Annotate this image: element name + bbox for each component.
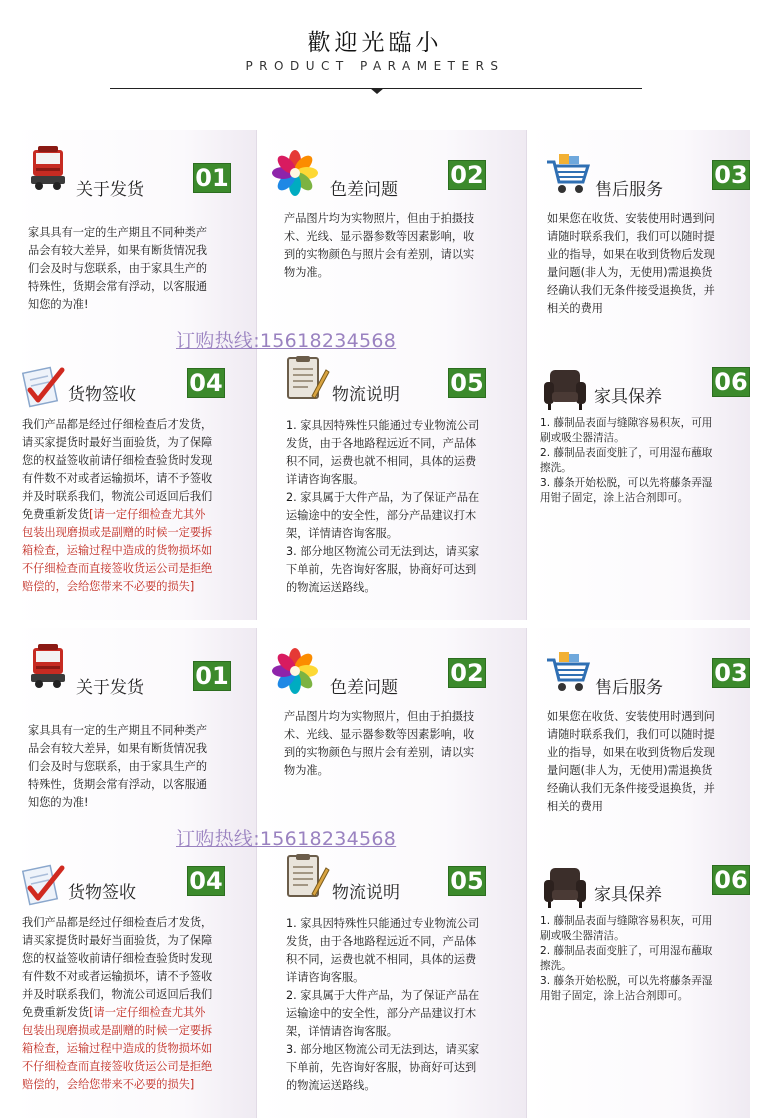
card-color bbox=[272, 648, 522, 818]
body-line: 请随时联系我们，我们可以随时提 bbox=[547, 230, 715, 243]
body-line: 们会及时与您联系，由于家具生产的 bbox=[28, 760, 208, 773]
body-line: 家具具有一定的生产期且不同种类产 bbox=[28, 724, 208, 737]
card-logistics bbox=[284, 356, 522, 616]
body-line: 家具具有一定的生产期且不同种类产 bbox=[28, 226, 208, 239]
body-line: 1. 家具因特殊性只能通过专业物流公司 bbox=[286, 419, 480, 432]
warning-text: [请一定仔细检查尤其外 bbox=[89, 508, 206, 521]
body-line: 请买家提货时最好当面验货，为了保障 bbox=[22, 436, 213, 449]
body-line: 物为准。 bbox=[284, 764, 329, 777]
body-line: 详请咨询客服。 bbox=[286, 971, 365, 984]
card-care bbox=[542, 864, 750, 1014]
body-line: 1. 藤制品表面与缝隙容易积灰，可用 bbox=[540, 915, 713, 927]
card-title: 色差问题 bbox=[330, 180, 398, 200]
body-line: 相关的费用 bbox=[547, 302, 603, 315]
card-title: 物流说明 bbox=[332, 385, 400, 405]
body-line: 发货，由于各地路程远近不同，产品体 bbox=[286, 935, 477, 948]
body-line bbox=[22, 506, 254, 524]
body-line: 2. 藤制品表面变脏了，可用湿布蘸取 bbox=[540, 945, 713, 957]
column-divider bbox=[526, 628, 527, 1118]
body-line: 刷或吸尘器清洁。 bbox=[540, 432, 625, 444]
body-line: 量问题(非人为，无使用)需退换货 bbox=[547, 764, 713, 777]
body-line: 品会有较大差异，如果有断货情况我 bbox=[28, 742, 208, 755]
body-line: 们会及时与您联系，由于家具生产的 bbox=[28, 262, 208, 275]
body-line: 刷或吸尘器清洁。 bbox=[540, 930, 625, 942]
body-line: 并及时联系我们，物流公司返回后我们 bbox=[22, 988, 213, 1001]
body-line: 术、光线、显示器参数等因素影响，收 bbox=[284, 230, 475, 243]
column-divider bbox=[256, 628, 257, 1118]
body-line: 擦洗。 bbox=[540, 960, 572, 972]
card-body bbox=[540, 914, 755, 1004]
body-line: 到的实物颜色与照片会有差别，请以实 bbox=[284, 248, 475, 261]
body-line: 如果您在收货、安装使用时遇到问 bbox=[547, 710, 715, 723]
card-shipping bbox=[26, 146, 251, 316]
body-line: 我们产品都是经过仔细检查后才发货， bbox=[22, 418, 213, 431]
warning-line: 不仔细检查而直接签收货运公司是拒绝 bbox=[22, 562, 213, 575]
body-line: 3. 部分地区物流公司无法到达，请买家 bbox=[286, 545, 480, 558]
header-arrow-icon bbox=[370, 88, 384, 94]
card-sign bbox=[20, 862, 252, 1112]
body-line: 积不同，运费也就不相同，具体的运费 bbox=[286, 455, 477, 468]
card-title: 关于发货 bbox=[76, 678, 144, 698]
body-line: 的物流运送路线。 bbox=[286, 581, 376, 594]
card-number: 01 bbox=[193, 163, 231, 193]
card-sign bbox=[20, 364, 252, 614]
body-line: 相关的费用 bbox=[547, 800, 603, 813]
body-line: 运输途中的安全性，部分产品建议打木 bbox=[286, 1007, 477, 1020]
card-title: 色差问题 bbox=[330, 678, 398, 698]
card-title: 关于发货 bbox=[76, 180, 144, 200]
warning-line: 包装出现磨损或是副赠的时候一定要拆 bbox=[22, 1024, 213, 1037]
body-line: 1. 藤制品表面与缝隙容易积灰，可用 bbox=[540, 417, 713, 429]
body-line: 请买家提货时最好当面验货，为了保障 bbox=[22, 934, 213, 947]
body-line: 量问题(非人为，无使用)需退换货 bbox=[547, 266, 713, 279]
card-body bbox=[284, 210, 524, 282]
clipboard-icon bbox=[284, 854, 330, 900]
body-line: 经确认我们无条件接受退换货，并 bbox=[547, 782, 715, 795]
parameters-block bbox=[0, 628, 750, 1118]
card-service bbox=[545, 650, 750, 820]
warning-line: 赔偿的，会给您带来不必要的损失] bbox=[22, 1078, 195, 1091]
warning-line: 箱检查，运输过程中造成的货物损坏如 bbox=[22, 544, 213, 557]
card-body bbox=[286, 417, 522, 597]
card-body bbox=[540, 416, 755, 506]
card-number: 03 bbox=[712, 658, 750, 688]
shopping-cart-icon bbox=[545, 152, 591, 198]
body-line: 3. 藤条开始松脱，可以先将藤条弄湿 bbox=[540, 477, 713, 489]
card-service bbox=[545, 152, 750, 322]
body-line: 有件数不对或者运输损坏，请不予签收 bbox=[22, 970, 213, 983]
truck-icon bbox=[26, 644, 72, 690]
warning-line: 包装出现磨损或是副赠的时候一定要拆 bbox=[22, 526, 213, 539]
body-line: 的物流运送路线。 bbox=[286, 1079, 376, 1092]
warning-line: 箱检查，运输过程中造成的货物损坏如 bbox=[22, 1042, 213, 1055]
armchair-icon bbox=[542, 366, 588, 412]
body-line: 产品图片均为实物照片，但由于拍摄技 bbox=[284, 710, 475, 723]
card-care bbox=[542, 366, 750, 516]
body-line: 您的权益签收前请仔细检查验货时发现 bbox=[22, 952, 213, 965]
body-line: 3. 部分地区物流公司无法到达，请买家 bbox=[286, 1043, 480, 1056]
card-number: 05 bbox=[448, 866, 486, 896]
body-line: 特殊性，货期会常有浮动，以客服通 bbox=[28, 280, 208, 293]
body-line: 下单前，先咨询好客服，协商好可达到 bbox=[286, 563, 477, 576]
card-title: 家具保养 bbox=[594, 885, 662, 905]
body-line: 用钳子固定，涂上沾合剂即可。 bbox=[540, 492, 689, 504]
warning-line: 不仔细检查而直接签收货运公司是拒绝 bbox=[22, 1060, 213, 1073]
body-line: 经确认我们无条件接受退换货，并 bbox=[547, 284, 715, 297]
card-shipping bbox=[26, 644, 251, 814]
body-line: 擦洗。 bbox=[540, 462, 572, 474]
color-wheel-icon bbox=[272, 648, 318, 694]
body-line: 品会有较大差异，如果有断货情况我 bbox=[28, 244, 208, 257]
body-line: 2. 藤制品表面变脏了，可用湿布蘸取 bbox=[540, 447, 713, 459]
card-title: 售后服务 bbox=[595, 180, 663, 200]
body-line: 并及时联系我们，物流公司返回后我们 bbox=[22, 490, 213, 503]
body-text: 免费重新发货 bbox=[22, 508, 90, 521]
body-line: 下单前，先咨询好客服，协商好可达到 bbox=[286, 1061, 477, 1074]
clipboard-icon bbox=[284, 356, 330, 402]
shopping-cart-icon bbox=[545, 650, 591, 696]
card-body bbox=[22, 416, 254, 596]
body-line bbox=[22, 1004, 254, 1022]
body-line: 产品图片均为实物照片，但由于拍摄技 bbox=[284, 212, 475, 225]
body-line: 1. 家具因特殊性只能通过专业物流公司 bbox=[286, 917, 480, 930]
body-line: 业的指导，如果在收到货物后发现 bbox=[547, 746, 715, 759]
card-body bbox=[28, 224, 253, 314]
body-line: 发货，由于各地路程远近不同，产品体 bbox=[286, 437, 477, 450]
body-line: 有件数不对或者运输损坏，请不予签收 bbox=[22, 472, 213, 485]
card-title: 货物签收 bbox=[68, 883, 136, 903]
body-line: 特殊性，货期会常有浮动，以客服通 bbox=[28, 778, 208, 791]
body-line: 2. 家具属于大件产品，为了保证产品在 bbox=[286, 491, 480, 504]
card-number: 02 bbox=[448, 658, 486, 688]
body-line: 知您的为准! bbox=[28, 298, 89, 311]
body-line: 架，详情请咨询客服。 bbox=[286, 527, 398, 540]
body-line: 架，详情请咨询客服。 bbox=[286, 1025, 398, 1038]
card-number: 02 bbox=[448, 160, 486, 190]
body-line: 物为准。 bbox=[284, 266, 329, 279]
body-line: 我们产品都是经过仔细检查后才发货， bbox=[22, 916, 213, 929]
card-body bbox=[286, 915, 522, 1095]
card-number: 03 bbox=[712, 160, 750, 190]
card-number: 05 bbox=[448, 368, 486, 398]
truck-icon bbox=[26, 146, 72, 192]
body-line: 知您的为准! bbox=[28, 796, 89, 809]
body-line: 积不同，运费也就不相同，具体的运费 bbox=[286, 953, 477, 966]
card-body bbox=[547, 210, 762, 318]
body-line: 术、光线、显示器参数等因素影响，收 bbox=[284, 728, 475, 741]
checkmark-icon bbox=[20, 862, 66, 908]
card-body bbox=[28, 722, 253, 812]
card-title: 物流说明 bbox=[332, 883, 400, 903]
card-title: 售后服务 bbox=[595, 678, 663, 698]
card-number: 06 bbox=[712, 367, 750, 397]
card-number: 04 bbox=[187, 368, 225, 398]
order-hotline[interactable]: 订购热线:15618234568 bbox=[176, 330, 397, 352]
card-number: 01 bbox=[193, 661, 231, 691]
card-color bbox=[272, 150, 522, 320]
body-line: 用钳子固定，涂上沾合剂即可。 bbox=[540, 990, 689, 1002]
card-logistics bbox=[284, 854, 522, 1114]
body-line: 如果您在收货、安装使用时遇到问 bbox=[547, 212, 715, 225]
card-body bbox=[22, 914, 254, 1094]
warning-text: [请一定仔细检查尤其外 bbox=[89, 1006, 206, 1019]
card-number: 06 bbox=[712, 865, 750, 895]
card-body bbox=[284, 708, 524, 780]
warning-line: 赔偿的，会给您带来不必要的损失] bbox=[22, 580, 195, 593]
body-line: 业的指导，如果在收到货物后发现 bbox=[547, 248, 715, 261]
card-number: 04 bbox=[187, 866, 225, 896]
body-line: 您的权益签收前请仔细检查验货时发现 bbox=[22, 454, 213, 467]
column-divider bbox=[256, 130, 257, 620]
body-line: 运输途中的安全性，部分产品建议打木 bbox=[286, 509, 477, 522]
body-line: 请随时联系我们，我们可以随时提 bbox=[547, 728, 715, 741]
column-divider bbox=[526, 130, 527, 620]
color-wheel-icon bbox=[272, 150, 318, 196]
page-subtitle: PRODUCT PARAMETERS bbox=[245, 59, 505, 73]
body-line: 到的实物颜色与照片会有差别，请以实 bbox=[284, 746, 475, 759]
body-text: 免费重新发货 bbox=[22, 1006, 90, 1019]
body-line: 3. 藤条开始松脱，可以先将藤条弄湿 bbox=[540, 975, 713, 987]
card-body bbox=[547, 708, 762, 816]
body-line: 2. 家具属于大件产品，为了保证产品在 bbox=[286, 989, 480, 1002]
page-title: 歡迎光臨小 bbox=[307, 30, 443, 56]
order-hotline[interactable]: 订购热线:15618234568 bbox=[176, 828, 397, 850]
body-line: 详请咨询客服。 bbox=[286, 473, 365, 486]
card-title: 货物签收 bbox=[68, 385, 136, 405]
card-title: 家具保养 bbox=[594, 387, 662, 407]
page-header bbox=[0, 0, 750, 110]
checkmark-icon bbox=[20, 364, 66, 410]
parameters-block bbox=[0, 130, 750, 620]
armchair-icon bbox=[542, 864, 588, 910]
